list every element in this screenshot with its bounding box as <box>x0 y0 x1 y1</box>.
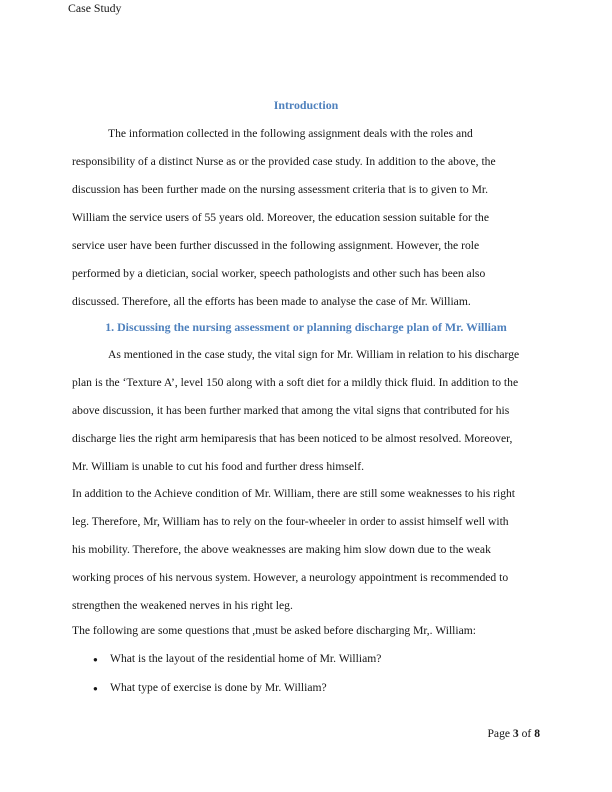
heading-section1: 1. Discussing the nursing assessment or planning discharge plan of Mr. William <box>105 320 507 334</box>
paragraph-line: The following are some questions that ,must be asked before discharging Mr,. William: <box>72 624 477 637</box>
paragraph-line: plan is the ‘Texture A’, level 150 along with a soft diet for a mildly thick fluid. In addition to the <box>72 376 519 389</box>
paragraph-line: service user have been further discussed in the following assignment. However, the role <box>72 239 480 252</box>
footer-prefix: Page <box>487 727 511 740</box>
paragraph-line: working proces of his nervous system. However, a neurology appointment is recommended to <box>72 571 509 584</box>
paragraph-line: leg. Therefore, Mr, William has to rely on the four-wheeler in order to assist himself well with <box>72 515 509 528</box>
paragraph-introduction <box>72 120 540 316</box>
question-bullet-list <box>72 645 540 703</box>
paragraph-line: discussion has been further made on the nursing assessment criteria that is to given to Mr. <box>72 183 488 196</box>
list-item <box>72 645 540 674</box>
paragraph-line: his mobility. Therefore, the above weaknesses are making him slow down due to the weak <box>72 543 491 556</box>
paragraph-line: The information collected in the following assignment deals with the roles and <box>108 127 473 140</box>
paragraph-weaknesses <box>72 480 540 620</box>
paragraph-line: strengthen the weakened nerves in his right leg. <box>72 599 293 612</box>
list-item <box>72 674 540 703</box>
footer-current-page: 3 <box>512 727 519 740</box>
paragraph-assessment <box>72 341 540 481</box>
running-header: Case Study <box>68 1 122 15</box>
footer-total-pages: 8 <box>534 727 540 740</box>
paragraph-line: William the service users of 55 years old. Moreover, the education session suitable for the <box>72 211 489 224</box>
page-number-footer <box>487 727 540 741</box>
paragraph-line: Mr. William is unable to cut his food and further dress himself. <box>72 460 365 473</box>
list-item-text: What type of exercise is done by Mr. William? <box>110 681 327 694</box>
paragraph-questions-intro <box>72 617 540 645</box>
list-item-text: What is the layout of the residential home of Mr. William? <box>110 652 382 665</box>
paragraph-line: discharge lies the right arm hemiparesis that has been noticed to be almost resolved. Moreover, <box>72 432 513 445</box>
bullet-icon: ● <box>93 684 98 693</box>
paragraph-line: In addition to the Achieve condition of Mr. William, there are still some weaknesses to his right <box>72 487 516 500</box>
bullet-icon: ● <box>93 655 98 664</box>
heading-introduction: Introduction <box>273 98 339 112</box>
footer-of-label: of <box>521 727 532 740</box>
paragraph-line: discussed. Therefore, all the efforts has been made to analyse the case of Mr. William. <box>72 295 471 308</box>
paragraph-line: above discussion, it has been further marked that among the vital signs that contributed for his <box>72 404 510 417</box>
paragraph-line: performed by a dietician, social worker, speech pathologists and other such has been also <box>72 267 486 280</box>
paragraph-line: As mentioned in the case study, the vital sign for Mr. William in relation to his discharge <box>108 348 520 361</box>
paragraph-line: responsibility of a distinct Nurse as or the provided case study. In addition to the above, the <box>72 155 496 168</box>
